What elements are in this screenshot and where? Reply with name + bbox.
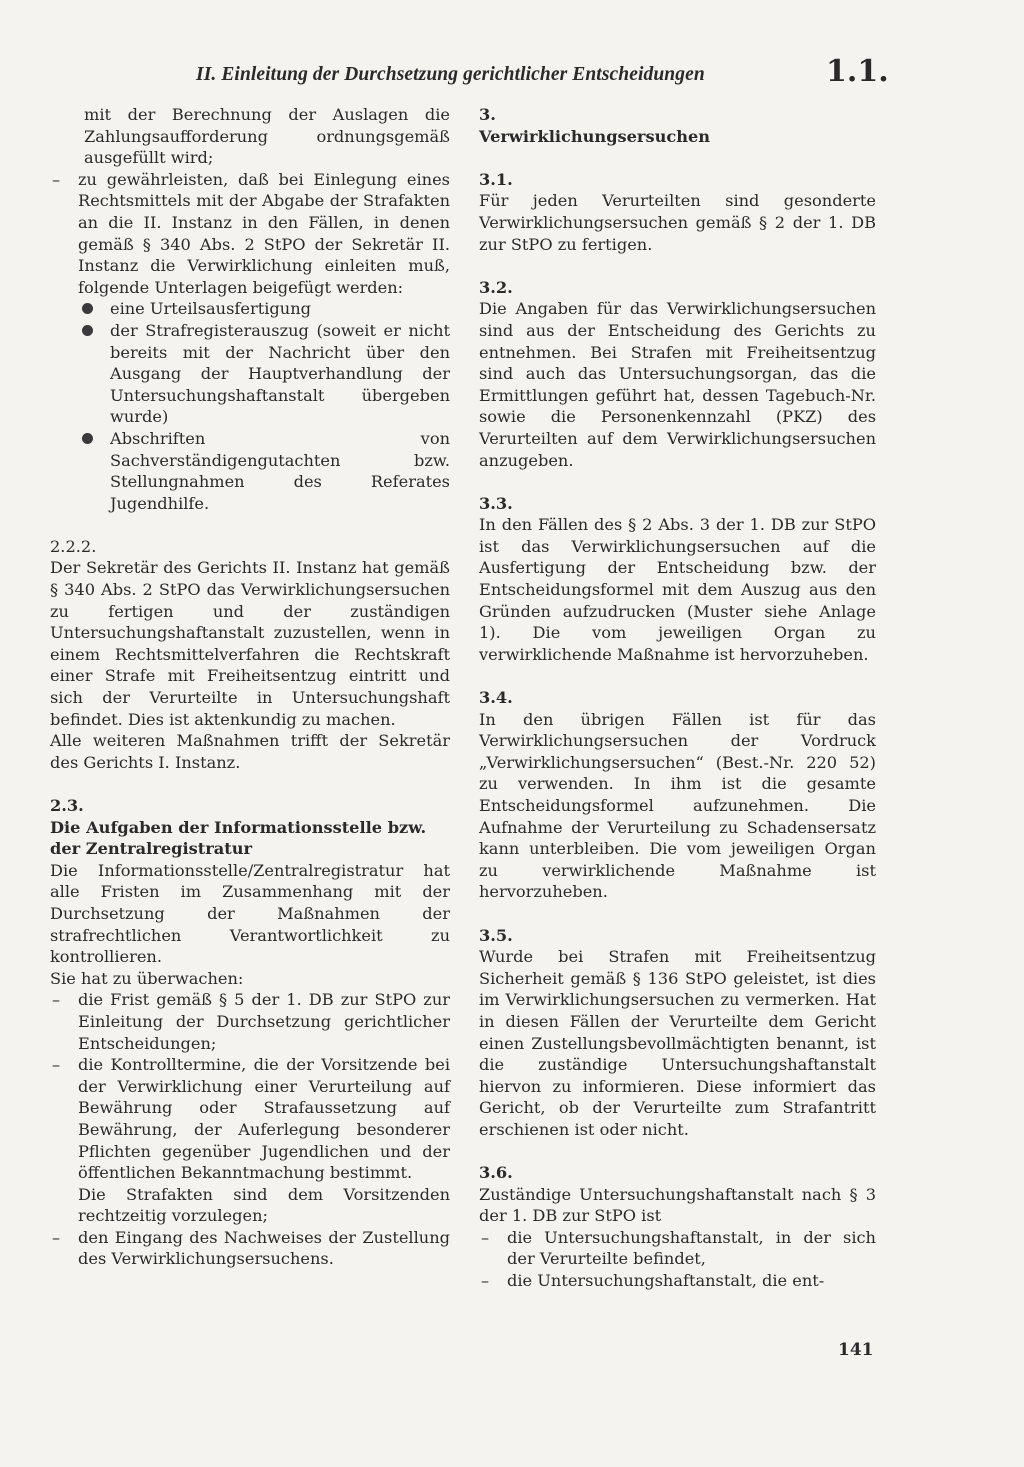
running-title: II. Einleitung der Durchsetzung gerichtlicher Entscheidungen <box>196 64 705 85</box>
list-item <box>50 169 450 299</box>
dash-marker: – <box>52 1227 61 1247</box>
paragraph: Wurde bei Strafen mit Freiheitsentzug Sicherheit gemäß § 136 StPO geleistet, ist dies im Verwirklichungsersuchen zu vermerken. Hat in diesen Fällen der Verurteilte dem Gericht einen Zustellungsbevollmächtigten benannt, ist die zuständige Untersuchungshaftanstalt hiervon zu informieren. Diese informiert das Gericht, ob der Verurteilte zum Strafantritt erschienen ist oder nicht. <box>479 947 876 1139</box>
bullet-list <box>50 298 450 514</box>
bullet-item-text: der Strafregisterauszug (soweit er nicht bereits mit der Nachricht über den Ausgang der Hauptverhandlung der Untersuchungshaftanstalt übergeben wurde) <box>110 320 450 427</box>
section-title-3: Verwirklichungsersuchen <box>479 126 711 146</box>
list-item <box>50 1227 450 1270</box>
list-item-text: die Frist gemäß § 5 der 1. DB zur StPO zur Einleitung der Durchsetzung gerichtlicher Entscheidungen; <box>78 990 450 1053</box>
list-item-text: zu gewährleisten, daß bei Einlegung eines Rechtsmittels mit der Abgabe der Strafakten an die II. Instanz in den Fällen, in denen gemäß § 340 Abs. 2 StPO der Sekretär II. Instanz die Verwirklichung einleiten muß, folgende Unterlagen beigefügt werden: <box>78 169 450 297</box>
paragraph: Die Angaben für das Verwirklichungsersuchen sind aus der Entscheidung des Gerichts zu entnehmen. Bei Strafen mit Freiheitsentzug sind auch das Untersuchungsorgan, das die Ermittlungen geführt hat, dessen Tagebuch-Nr. sowie die Personenkennzahl (PKZ) des Verurteilten auf dem Verwirklichungsersuchen anzugeben. <box>479 299 876 470</box>
bullet-item-text: eine Urteilsausfertigung <box>110 299 311 319</box>
bullet-item <box>80 428 450 514</box>
list-item <box>50 1054 450 1184</box>
dash-marker: – <box>481 1271 490 1291</box>
bullet-dot <box>82 303 93 314</box>
list-item <box>479 1227 876 1270</box>
paragraph: Die Informationsstelle/Zentralregistratur hat alle Fristen im Zusammenhang mit der Durchsetzung der Maßnahmen der strafrechtlichen Verantwortlichkeit zu kontrollieren. <box>50 860 450 967</box>
section-number: 1.1. <box>826 54 889 89</box>
paragraph: Der Sekretär des Gerichts II. Instanz hat gemäß § 340 Abs. 2 StPO das Verwirklichungsersuchen zu fertigen und der zuständigen Untersuchungshaftanstalt zuzustellen, wenn in einem Rechtsmittelverfahren die Rechtskraft einer Strafe mit Freiheitsentzug eintritt und sich der Verurteilte in Untersuchungshaft befindet. Dies ist aktenkundig zu machen. <box>50 558 450 729</box>
bullet-item <box>80 298 450 320</box>
dash-marker: – <box>52 990 61 1010</box>
section-heading-3-4: 3.4. <box>479 688 513 708</box>
right-column <box>479 104 876 1292</box>
bullet-item-text: Abschriften von Sachverständigengutachten bzw. Stellungnahmen des Referates Jugendhilfe. <box>110 428 450 513</box>
section-heading-3-1: 3.1. <box>479 169 513 189</box>
running-header <box>0 54 1024 98</box>
paragraph: Für jeden Verurteilten sind gesonderte Verwirklichungsersuchen gemäß § 2 der 1. DB zur StPO zu fertigen. <box>479 191 876 254</box>
continued-text: mit der Berechnung der Auslagen die Zahlungsaufforderung ordnungsgemäß ausgefüllt wird; <box>84 105 450 168</box>
section-heading-3-5: 3.5. <box>479 925 513 945</box>
section-heading-2-2-2: 2.2.2. <box>50 536 97 556</box>
bullet-dot <box>82 325 93 336</box>
dash-marker: – <box>52 1055 61 1075</box>
paragraph: Sie hat zu überwachen: <box>50 968 244 988</box>
list-item-text: die Untersuchungshaftanstalt, die ent- <box>507 1271 825 1291</box>
paragraph: Zuständige Untersuchungshaftanstalt nach § 3 der 1. DB zur StPO ist <box>479 1184 876 1226</box>
list-item <box>50 989 450 1054</box>
list-item-text: den Eingang des Nachweises der Zustellung des Verwirklichungsersuchens. <box>78 1227 450 1269</box>
list-item <box>479 1270 876 1292</box>
dash-marker: – <box>481 1227 490 1247</box>
section-title-2-3: Die Aufgaben der Informationsstelle bzw. der Zentralregistratur <box>50 817 427 859</box>
section-heading-3: 3. <box>479 105 496 124</box>
bullet-dot <box>82 433 93 444</box>
paragraph: Alle weiteren Maßnahmen trifft der Sekretär des Gerichts I. Instanz. <box>50 731 450 772</box>
list-item-text: die Kontrolltermine, die der Vorsitzende bei der Verwirklichung einer Verurteilung auf Bewährung oder Strafaussetzung auf Bewährung, der Auferlegung besonderer Pflichten gegenüber Jugendlichen und der öffentlichen Bekanntmachung bestimmt. <box>78 1055 450 1183</box>
dash-marker: – <box>52 169 61 189</box>
bullet-item <box>80 320 450 428</box>
section-heading-2-3: 2.3. <box>50 796 84 815</box>
paragraph: In den Fällen des § 2 Abs. 3 der 1. DB zur StPO ist das Verwirklichungsersuchen auf die Ausfertigung der Entscheidung bzw. der Entscheidungsformel mit dem Auszug aus den Gründen aufzudrucken (Muster siehe Anlage 1). Die vom jeweiligen Organ zu verwirklichende Maßnahme ist hervorzuheben. <box>479 515 876 664</box>
section-heading-3-6: 3.6. <box>479 1163 513 1183</box>
list-item-text: die Untersuchungshaftanstalt, in der sich der Verurteilte befindet, <box>507 1227 876 1269</box>
section-heading-3-2: 3.2. <box>479 277 513 297</box>
paragraph: In den übrigen Fällen ist für das Verwirklichungsersuchen der Vordruck „Verwirklichungsersuchen“ (Best.-Nr. 220 52) zu verwenden. In ihm ist die gesamte Entscheidungsformel aufzunehmen. Die Aufnahme der Verurteilung zu Schadensersatz kann unterbleiben. Die vom jeweiligen Organ zu verwirklichende Maßnahme ist hervorzuheben. <box>479 709 876 902</box>
left-column <box>50 104 450 1270</box>
section-heading-3-3: 3.3. <box>479 493 513 513</box>
list-item-continuation: Die Strafakten sind dem Vorsitzenden rechtzeitig vorzulegen; <box>78 1184 450 1226</box>
page-number: 141 <box>838 1340 874 1360</box>
